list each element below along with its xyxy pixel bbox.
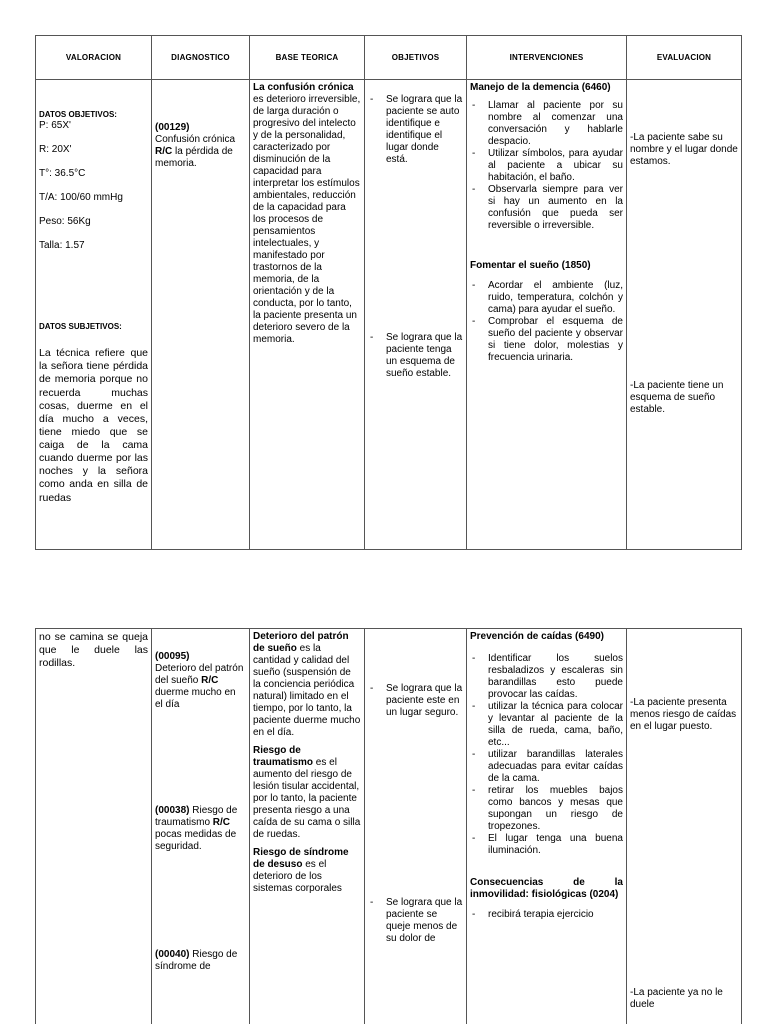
header-evaluacion: EVALUACION — [627, 36, 742, 80]
table-row — [36, 629, 742, 1024]
intervencion-title-0204: Consecuencias de la inmovilidad: fisiológicas (0204) — [470, 877, 623, 900]
diagnosis-00038: (00038) Riesgo de traumatismo R/C pocas medidas de seguridad. — [155, 805, 238, 852]
diagnostico-cell — [152, 629, 250, 1024]
datos-objetivos-label: DATOS OBJETIVOS: — [39, 110, 117, 119]
vital-respiration: R: 20X' — [39, 143, 72, 155]
intervencion-item: - utilizar barandillas laterales adecuadas para evitar caídas de la cama. — [470, 749, 623, 785]
base-teorica-traumatismo: Riesgo de traumatismo es el aumento del riesgo de lesión tisular accidental, por lo tanto, la paciente presenta riesgo a una caída de su cama o silla de ruedas. — [253, 745, 361, 840]
datos-subjetivos-label: DATOS SUBJETIVOS: — [39, 321, 122, 331]
intervenciones-cell — [467, 629, 627, 1024]
intervencion-title-1850: Fomentar el sueño (1850) — [470, 260, 591, 271]
care-plan-table-page-2 — [35, 628, 742, 1024]
intervencion-item: - utilizar la técnica para colocar y levantar al paciente de la silla de rueda, cama, baño, etc... — [470, 701, 623, 749]
vital-temperature: T°: 36.5°C — [39, 167, 86, 179]
vital-blood-pressure: T/A: 100/60 mmHg — [39, 191, 123, 203]
objetivo-2: - Se lograra que la paciente tenga un esquema de sueño estable. — [368, 332, 463, 380]
evaluacion-cell — [627, 629, 742, 1024]
diagnosis-00129: (00129) Confusión crónica R/C la pérdida de memoria. — [155, 122, 236, 169]
intervencion-item: - Llamar al paciente por su nombre al comenzar una conversación y hablarle despacio. — [470, 100, 623, 148]
base-teorica-cell — [250, 629, 365, 1024]
header-intervenciones: INTERVENCIONES — [467, 36, 627, 80]
objetivos-cell — [365, 629, 467, 1024]
intervencion-title-6460: Manejo de la demencia (6460) — [470, 82, 611, 93]
base-teorica-confusion: La confusión crónica es deterioro irreversible, de larga duración o progresivo del intelecto y de la personalidad, caracterizado por disminución de la capacidad para interpretar los estímulos ambientales, reducción de la capacidad para los procesos de pensamientos intelectuales, y manifestado por trastornos de la memoria, de la orientación y de la conducta, por lo tanto, la paciente presenta un deterioro severo de la memoria. — [253, 82, 361, 345]
base-teorica-sueno: Deterioro del patrón de sueño es la cantidad y calidad del sueño (suspensión de la conciencia periódica natural) limitado en el tiempo, por lo tanto, la paciente duerme mucho en el día. — [253, 631, 361, 738]
diagnosis-00095: (00095) Deterioro del patrón del sueño R/C duerme mucho en el día — [155, 651, 244, 710]
page-2 — [0, 628, 768, 1024]
diagnosis-00040: (00040) Riesgo de síndrome de — [155, 949, 238, 972]
objetivo-4: - Se lograra que la paciente se queje menos de su dolor de — [368, 897, 463, 945]
objetivo-3: - Se lograra que la paciente este en un lugar seguro. — [368, 683, 463, 719]
evaluacion-2: -La paciente tiene un esquema de sueño estable. — [630, 380, 724, 415]
evaluacion-cell — [627, 80, 742, 550]
objetivos-cell — [365, 80, 467, 550]
intervencion-item: - recibirá terapia ejercicio — [470, 909, 623, 921]
base-teorica-desuso: Riesgo de síndrome de desuso es el deterioro de los sistemas corporales — [253, 847, 349, 894]
intervenciones-cell — [467, 80, 627, 550]
header-diagnostico: DIAGNOSTICO — [152, 36, 250, 80]
intervencion-item: - Observarla siempre para ver si hay un aumento en la confusión que pueda ser reversible o irreversible. — [470, 184, 623, 232]
intervencion-item: - El lugar tenga una buena iluminación. — [470, 833, 623, 857]
intervencion-item: - Acordar el ambiente (luz, ruido, temperatura, colchón y cama) para ayudar el sueño. — [470, 280, 623, 316]
intervencion-item: - Identificar los suelos resbaladizos y escaleras sin barandillas esto puede provocar las caídas. — [470, 653, 623, 701]
evaluacion-1: -La paciente sabe su nombre y el lugar donde estamos. — [630, 132, 738, 167]
vital-height: Talla: 1.57 — [39, 239, 85, 251]
datos-subjetivos-text: La técnica refiere que la señora tiene pérdida de memoria porque no recuerda muchas cosas, duerme en el día mucho a veces, tiene miedo que se caiga de la cama cuando duerme por las noches y la señora como anda en silla de ruedas — [39, 347, 148, 504]
base-teorica-cell — [250, 80, 365, 550]
intervencion-title-6490: Prevención de caídas (6490) — [470, 631, 604, 642]
valoracion-continuation-cell — [36, 629, 152, 1024]
header-base-teorica: BASE TEORICA — [250, 36, 365, 80]
diagnostico-cell — [152, 80, 250, 550]
intervencion-item: - retirar los muebles bajos como bancos y mesas que supongan un riesgo de tropezones. — [470, 785, 623, 833]
page-1 — [0, 35, 768, 550]
header-valoracion: VALORACION — [36, 36, 152, 80]
evaluacion-3: -La paciente presenta menos riesgo de caídas en el lugar puesto. — [630, 697, 737, 732]
valoracion-cell — [36, 80, 152, 550]
intervencion-item: - Comprobar el esquema de sueño del paciente y observar si tiene dolor, molestias y frecuencia urinaria. — [470, 316, 623, 364]
vital-pulse: P: 65X' — [39, 119, 71, 131]
evaluacion-4: -La paciente ya no le duele — [630, 987, 723, 1010]
header-row — [36, 36, 742, 80]
vital-weight: Peso: 56Kg — [39, 215, 91, 227]
care-plan-table-page-1 — [35, 35, 742, 550]
table-row — [36, 80, 742, 550]
valoracion-continuation-text: no se camina se queja que le duele las rodillas. — [39, 631, 148, 670]
intervencion-item: - Utilizar símbolos, para ayudar al paciente a ubicar su habitación, el baño. — [470, 148, 623, 184]
header-objetivos: OBJETIVOS — [365, 36, 467, 80]
objetivo-1: - Se lograra que la paciente se auto identifique e identifique el lugar donde está. — [368, 94, 463, 166]
